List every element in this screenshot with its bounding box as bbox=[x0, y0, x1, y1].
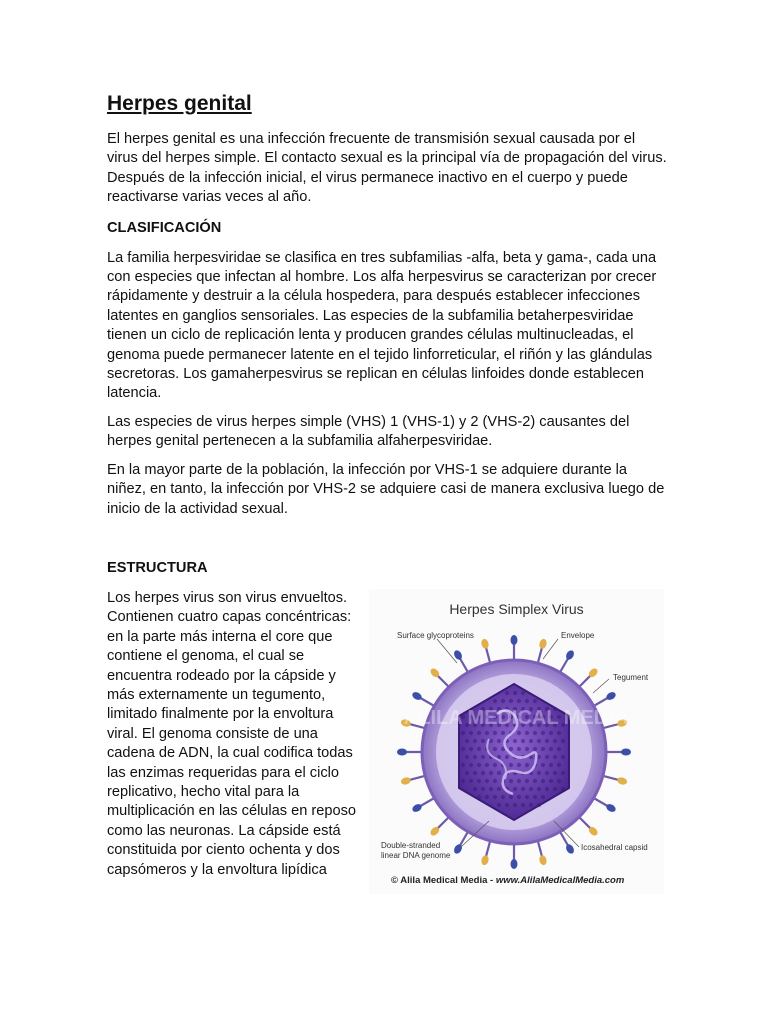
capsomere bbox=[481, 739, 485, 743]
capsomere bbox=[521, 739, 525, 743]
capsomere bbox=[525, 699, 529, 703]
capsomere bbox=[553, 787, 557, 791]
label-tegument: Tegument bbox=[613, 672, 649, 682]
glycoprotein-tip bbox=[480, 638, 489, 649]
capsomere bbox=[533, 795, 537, 799]
capsomere bbox=[493, 699, 497, 703]
capsomere bbox=[465, 739, 469, 743]
capsomere bbox=[561, 755, 565, 759]
capsomere bbox=[469, 779, 473, 783]
capsomere bbox=[545, 771, 549, 775]
estructura-paragraph: Los herpes virus son virus envueltos. Contienen cuatro capas concéntricas: en la parte más interna el core que contiene el genoma, el cual se encuentra rodeado por la cápside y más externamente un tegumento, limitado finalmente por la envoltura viral. El genoma consiste de una cadena de ADN, la cual codifica todas las enzimas requeridas para el ciclo replicativo, hecho vital para la multiplicación en las células en reposo como las neuronas. La cápside está constituida por ciento ochenta y dos capsómeros y la envoltura lipídica bbox=[107, 589, 357, 878]
document-title: Herpes genital bbox=[107, 92, 252, 115]
figure-credit bbox=[391, 875, 624, 886]
capsomere bbox=[549, 747, 553, 751]
capsomere bbox=[521, 691, 525, 695]
capsomere bbox=[477, 779, 481, 783]
capsomere bbox=[541, 779, 545, 783]
capsomere bbox=[517, 731, 521, 735]
label-dna-line-2: linear DNA genome bbox=[381, 850, 451, 860]
capsomere bbox=[493, 795, 497, 799]
intro-paragraph: El herpes genital es una infección frecuente de transmisión sexual causada por el virus del herpes simple. El contacto sexual es la principal vía de propagación del virus. Después de la infección inicial, el virus permanece inactivo en el cuerpo y puede reactivarse varias veces al año. bbox=[107, 131, 667, 206]
herpes-virus-figure bbox=[369, 589, 664, 894]
capsomere bbox=[469, 731, 473, 735]
capsomere bbox=[473, 771, 477, 775]
glycoprotein-tip bbox=[411, 690, 423, 701]
capsomere bbox=[497, 787, 501, 791]
capsomere bbox=[497, 771, 501, 775]
capsomere bbox=[465, 755, 469, 759]
clasificacion-paragraph-1: La familia herpesviridae se clasifica en tres subfamilias -alfa, beta y gama-, cada una con especies que infectan al hombre. Los alfa herpesvirus se caracterizan por crecer rápidamente y destruir a la célula hospedera, para después establecer infecciones latentes en ganglios sensoriales. Las especies de la subfamilia betaherpesviridae tienen un ciclo de replicación lenta y producen grandes células multinucleadas, el genoma puede permanecer latente en el tejido linforreticular, el riñón y las glándulas secretoras. Los gamaherpesvirus se replican en células linfoides donde establecen latencia. bbox=[107, 249, 657, 402]
capsomere bbox=[501, 699, 505, 703]
capsomere bbox=[497, 739, 501, 743]
capsomere bbox=[509, 699, 513, 703]
capsomere bbox=[501, 795, 505, 799]
capsomere bbox=[461, 747, 465, 751]
capsomere bbox=[545, 755, 549, 759]
glycoprotein-tip bbox=[400, 776, 411, 785]
capsomere bbox=[537, 739, 541, 743]
capsomere bbox=[537, 787, 541, 791]
capsomere bbox=[525, 731, 529, 735]
section-heading-clasificacion: CLASIFICACIÓN bbox=[107, 219, 222, 236]
capsomere bbox=[525, 779, 529, 783]
label-icosahedral-capsid: Icosahedral capsid bbox=[581, 842, 648, 852]
capsomere bbox=[545, 787, 549, 791]
capsomere bbox=[473, 739, 477, 743]
capsomere bbox=[553, 755, 557, 759]
capsomere bbox=[541, 795, 545, 799]
capsomere bbox=[485, 779, 489, 783]
capsomere bbox=[561, 787, 565, 791]
capsomere bbox=[525, 747, 529, 751]
label-envelope: Envelope bbox=[561, 630, 595, 640]
capsomere bbox=[561, 771, 565, 775]
capsomere bbox=[473, 787, 477, 791]
glycoprotein-tip bbox=[411, 802, 423, 813]
capsomere bbox=[517, 763, 521, 767]
capsomere bbox=[469, 763, 473, 767]
watermark: ALILA MEDICAL MEDIA bbox=[403, 706, 629, 729]
capsomere bbox=[541, 747, 545, 751]
capsomere bbox=[557, 779, 561, 783]
capsomere bbox=[545, 739, 549, 743]
capsomere bbox=[525, 763, 529, 767]
credit-url: www.AlilaMedicalMedia.com bbox=[495, 874, 625, 886]
capsomere bbox=[533, 699, 537, 703]
glycoprotein-tip bbox=[397, 748, 407, 755]
capsomere bbox=[505, 691, 509, 695]
capsomere bbox=[513, 739, 517, 743]
clasificacion-paragraph-3: En la mayor parte de la población, la infección por VHS-1 se adquiere durante la niñez, en tanto, la infección por VHS-2 se adquiere casi de manera exclusiva luego de inicio de la actividad sexual. bbox=[107, 461, 665, 517]
capsomere bbox=[481, 755, 485, 759]
capsomere bbox=[541, 731, 545, 735]
figure-title: Herpes Simplex Virus bbox=[449, 600, 584, 617]
capsomere bbox=[505, 755, 509, 759]
capsomere bbox=[557, 763, 561, 767]
capsomere bbox=[537, 803, 541, 807]
capsomere bbox=[501, 731, 505, 735]
capsomere bbox=[513, 691, 517, 695]
capsomere bbox=[461, 763, 465, 767]
capsomere bbox=[461, 779, 465, 783]
capsomere bbox=[477, 747, 481, 751]
capsomere bbox=[517, 747, 521, 751]
capsomere bbox=[537, 771, 541, 775]
capsomere bbox=[485, 731, 489, 735]
capsomere bbox=[549, 731, 553, 735]
glycoprotein-tip bbox=[452, 843, 463, 855]
capsomere bbox=[517, 779, 521, 783]
glycoprotein-tip bbox=[511, 859, 518, 869]
capsomere bbox=[557, 747, 561, 751]
capsomere bbox=[505, 803, 509, 807]
capsomere bbox=[493, 731, 497, 735]
capsomere bbox=[533, 747, 537, 751]
glycoprotein-tip bbox=[480, 854, 489, 865]
capsomere bbox=[529, 739, 533, 743]
capsomere bbox=[493, 763, 497, 767]
capsomere bbox=[489, 787, 493, 791]
capsomere bbox=[549, 763, 553, 767]
capsomere bbox=[533, 779, 537, 783]
capsomere bbox=[477, 731, 481, 735]
capsomere bbox=[485, 795, 489, 799]
capsomere bbox=[541, 763, 545, 767]
glycoprotein-tip bbox=[538, 854, 547, 865]
capsomere bbox=[509, 763, 513, 767]
capsomere bbox=[477, 763, 481, 767]
capsomere bbox=[473, 755, 477, 759]
capsomere bbox=[557, 731, 561, 735]
capsomere bbox=[553, 739, 557, 743]
capsomere bbox=[509, 779, 513, 783]
clasificacion-paragraph-2: Las especies de virus herpes simple (VHS) 1 (VHS-1) y 2 (VHS-2) causantes del herpes genital pertenecen a la subfamilia alfaherpesviridae. bbox=[107, 413, 630, 450]
glycoprotein-tip bbox=[511, 635, 518, 645]
capsomere bbox=[517, 699, 521, 703]
capsomere bbox=[509, 747, 513, 751]
credit-prefix: © Alila Medical Media - bbox=[391, 874, 496, 886]
glycoprotein-tip bbox=[605, 690, 617, 701]
glycoprotein-tip bbox=[616, 776, 627, 785]
capsomere bbox=[513, 803, 517, 807]
capsomere bbox=[481, 771, 485, 775]
capsomere bbox=[521, 803, 525, 807]
capsomere bbox=[517, 795, 521, 799]
capsomere bbox=[493, 779, 497, 783]
capsomere bbox=[509, 795, 513, 799]
capsomere bbox=[469, 747, 473, 751]
capsomere bbox=[513, 787, 517, 791]
capsomere bbox=[461, 731, 465, 735]
label-surface-glycoproteins: Surface glycoproteins bbox=[397, 630, 474, 640]
estructura-section bbox=[107, 589, 667, 909]
label-dna-line-1: Double-stranded bbox=[381, 840, 441, 850]
capsomere bbox=[521, 787, 525, 791]
capsomere bbox=[561, 739, 565, 743]
capsomere bbox=[477, 795, 481, 799]
capsomere bbox=[493, 747, 497, 751]
capsomere bbox=[481, 787, 485, 791]
capsomere bbox=[525, 795, 529, 799]
capsomere bbox=[489, 771, 493, 775]
glycoprotein-tip bbox=[605, 802, 617, 813]
capsomere bbox=[553, 771, 557, 775]
capsomere bbox=[497, 803, 501, 807]
glycoprotein-tip bbox=[564, 843, 575, 855]
capsomere bbox=[465, 771, 469, 775]
capsomere bbox=[529, 803, 533, 807]
capsomere bbox=[485, 763, 489, 767]
glycoprotein-tip bbox=[538, 638, 547, 649]
capsomere bbox=[533, 731, 537, 735]
capsomere bbox=[529, 787, 533, 791]
capsomere bbox=[549, 779, 553, 783]
glycoprotein-tip bbox=[621, 748, 631, 755]
document-page bbox=[107, 90, 667, 909]
section-heading-estructura: ESTRUCTURA bbox=[107, 559, 208, 576]
glycoprotein-tip bbox=[564, 649, 575, 661]
